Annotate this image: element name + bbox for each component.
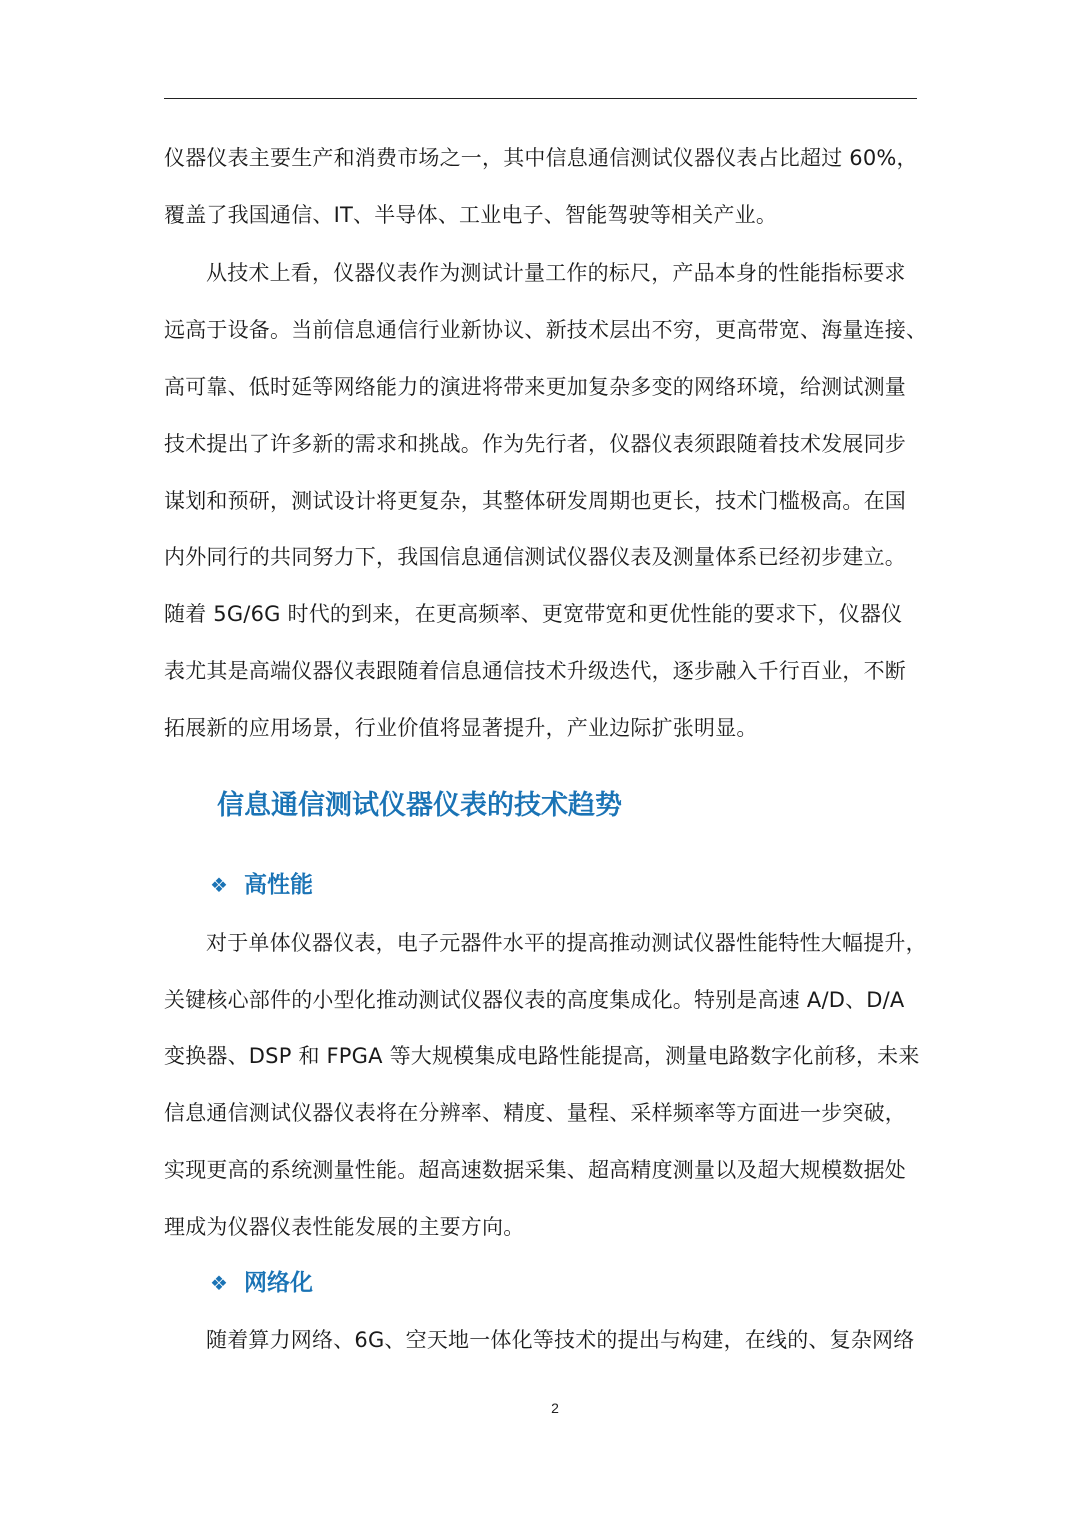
page-number: 2 (551, 1400, 559, 1416)
paragraph-line: 覆盖了我国通信、IT、半导体、工业电子、智能驾驶等相关产业。 (164, 203, 778, 227)
paragraph-line: 技术提出了许多新的需求和挑战。作为先行者，仪器仪表须跟随着技术发展同步 (164, 432, 906, 456)
header-rule (164, 98, 917, 99)
paragraph-line: 实现更高的系统测量性能。超高速数据采集、超高精度测量以及超大规模数据处 (164, 1158, 906, 1182)
subsection-heading-networked (208, 1266, 313, 1300)
paragraph-line: 关键核心部件的小型化推动测试仪器仪表的高度集成化。特别是高速 A/D、D/A (164, 988, 905, 1012)
paragraph-line: 仪器仪表主要生产和消费市场之一，其中信息通信测试仪器仪表占比超过 60%， (164, 146, 918, 170)
paragraph-line: 理成为仪器仪表性能发展的主要方向。 (164, 1215, 525, 1239)
diamond-bullet-icon: ❖ (210, 1271, 228, 1295)
paragraph-line: 变换器、DSP 和 FPGA 等大规模集成电路性能提高，测量电路数字化前移，未来 (164, 1044, 920, 1068)
subsection-heading-high-performance (208, 868, 313, 902)
diamond-bullet-icon: ❖ (210, 873, 228, 897)
paragraph-line: 拓展新的应用场景，行业价值将显著提升，产业边际扩张明显。 (164, 716, 758, 740)
paragraph-line: 远高于设备。当前信息通信行业新协议、新技术层出不穷，更高带宽、海量连接、 (164, 318, 928, 342)
paragraph-line: 随着算力网络、6G、空天地一体化等技术的提出与构建，在线的、复杂网络 (206, 1328, 915, 1352)
paragraph-line: 从技术上看，仪器仪表作为测试计量工作的标尺，产品本身的性能指标要求 (206, 261, 906, 285)
section-heading: 信息通信测试仪器仪表的技术趋势 (217, 790, 622, 821)
paragraph-line: 信息通信测试仪器仪表将在分辨率、精度、量程、采样频率等方面进一步突破， (164, 1101, 906, 1125)
paragraph-line: 谋划和预研，测试设计将更复杂，其整体研发周期也更长，技术门槛极高。在国 (164, 489, 906, 513)
subsection-heading-text: 网络化 (244, 1270, 313, 1296)
paragraph-line: 随着 5G/6G 时代的到来，在更高频率、更宽带宽和更优性能的要求下，仪器仪 (164, 602, 903, 626)
paragraph-line: 高可靠、低时延等网络能力的演进将带来更加复杂多变的网络环境，给测试测量 (164, 375, 906, 399)
subsection-heading-text: 高性能 (244, 872, 313, 898)
paragraph-line: 内外同行的共同努力下，我国信息通信测试仪器仪表及测量体系已经初步建立。 (164, 545, 906, 569)
paragraph-line: 对于单体仪器仪表，电子元器件水平的提高推动测试仪器性能特性大幅提升， (206, 931, 927, 955)
paragraph-line: 表尤其是高端仪器仪表跟随着信息通信技术升级迭代，逐步融入千行百业，不断 (164, 659, 906, 683)
